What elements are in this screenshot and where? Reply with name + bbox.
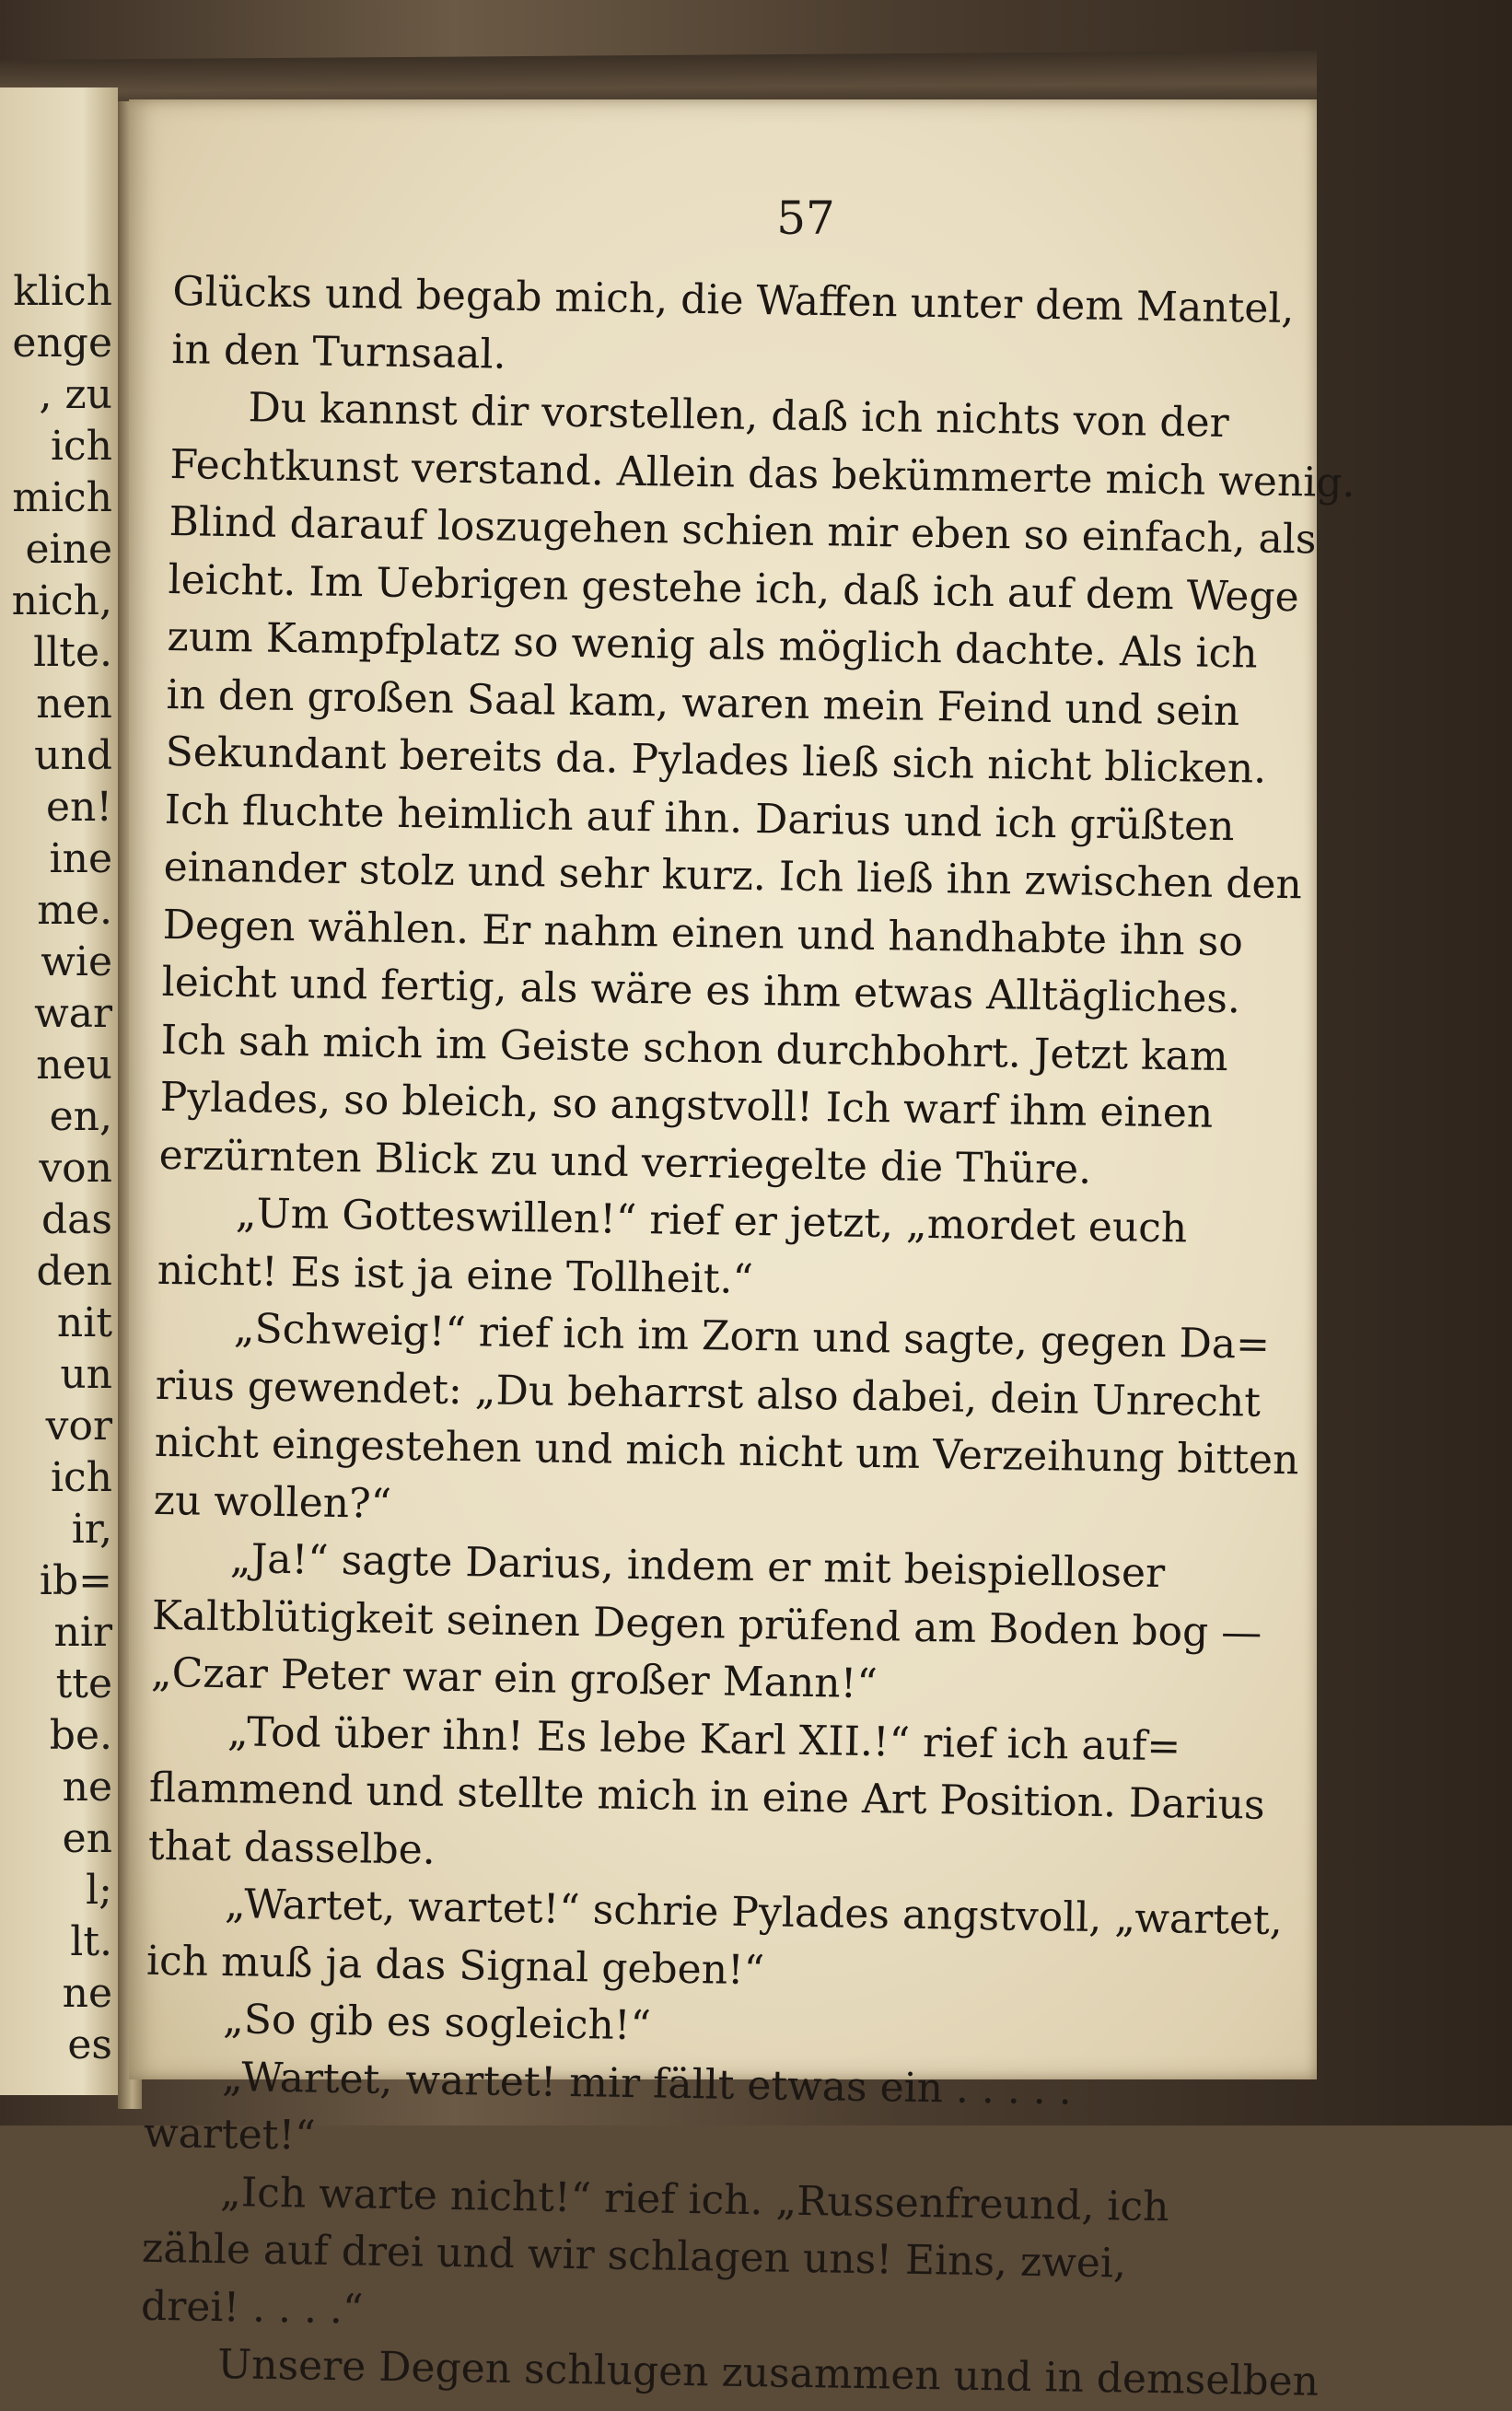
text-line: Kaltblütigkeit seinen Degen prüfend am Boden bog — — [151, 1591, 1262, 1657]
text-line: „Wartet, wartet!“ schrie Pylades angstvoll, „wartet, — [224, 1881, 1284, 1945]
left-page-fragment: war — [34, 990, 112, 1037]
text-line: in den großen Saal kam, waren mein Feind und sein — [166, 670, 1240, 735]
left-page-fragment: klich — [13, 268, 112, 315]
left-page-fragment: vor — [45, 1403, 112, 1450]
text-line: Fechtkunst verstand. Allein das bekümmerte mich wenig. — [169, 440, 1355, 507]
text-line: „Schweig!“ rief ich im Zorn und sagte, gegen Da= — [233, 1305, 1271, 1369]
text-line: wartet!“ — [143, 2109, 316, 2160]
text-line: „Ja!“ sagte Darius, indem er mit beispielloser — [229, 1535, 1166, 1598]
text-line: zum Kampfplatz so wenig als möglich dachte. Als ich — [167, 612, 1258, 678]
text-line: nicht! Es ist ja eine Tollheit.“ — [157, 1246, 754, 1303]
text-line: Ich fluchte heimlich auf ihn. Darius und ich grüßten — [164, 786, 1235, 850]
text-line: leicht. Im Uebrigen gestehe ich, daß ich auf dem Wege — [168, 555, 1300, 621]
text-line: Du kannst dir vorstellen, daß ich nichts von der — [248, 384, 1230, 448]
left-page-fragment: en, — [49, 1093, 112, 1140]
left-page-fragment: enge — [12, 320, 112, 367]
text-line: „Wartet, wartet! mir fällt etwas ein . . . . . — [221, 2053, 1073, 2114]
left-page-fragment: lt. — [70, 1918, 112, 1965]
left-page-fragment: mich — [12, 474, 112, 521]
left-page-fragment: ne — [62, 1764, 112, 1811]
text-line: nicht eingestehen und mich nicht um Verzeihung bitten — [154, 1418, 1299, 1485]
text-line: zu wollen?“ — [153, 1476, 392, 1528]
text-line: ich muß ja das Signal geben!“ — [145, 1937, 765, 1994]
left-page-fragment: en! — [45, 784, 112, 831]
left-page-fragment: en — [62, 1815, 112, 1862]
left-page-fragment: tte — [55, 1660, 112, 1707]
left-page-fragment: das — [41, 1196, 112, 1243]
text-line: „Czar Peter war ein großer Mann!“ — [150, 1648, 878, 1708]
text-line: „So gib es sogleich!“ — [222, 1996, 652, 2050]
left-page-fragment: neu — [36, 1042, 112, 1089]
left-page-fragment: und — [34, 732, 112, 779]
text-line: „Ich warte nicht!“ rief ich. „Russenfreund, ich — [219, 2168, 1169, 2230]
text-line: flammend und stellte mich in eine Art Position. Darius — [148, 1764, 1265, 1829]
left-page-fragment: eine — [25, 526, 112, 573]
left-page-fragment: wie — [41, 938, 112, 985]
text-line: drei! . . . .“ — [140, 2282, 364, 2334]
left-page-fragment: ib= — [39, 1557, 112, 1604]
left-page-fragment: von — [39, 1145, 112, 1192]
text-line: Blind darauf loszugehen schien mir eben so einfach, als — [169, 497, 1317, 564]
text-line: leicht und fertig, als wäre es ihm etwas Alltägliches. — [161, 958, 1241, 1023]
left-page-fragment: ir, — [71, 1506, 112, 1553]
left-page-fragment: me. — [37, 887, 112, 934]
text-line: erzürnten Blick zu und verriegelte die Thüre. — [158, 1131, 1092, 1194]
text-line: Sekundant bereits da. Pylades ließ sich nicht blicken. — [165, 728, 1267, 793]
left-page-fragment: , zu — [39, 371, 112, 418]
page-text — [140, 263, 1355, 2409]
text-line: „Tod über ihn! Es lebe Karl XII.!“ rief ich auf= — [227, 1707, 1181, 1770]
left-page-fragment: l; — [86, 1867, 112, 1914]
left-page-fragment: ne — [62, 1970, 112, 2017]
left-page-fragment: ich — [50, 1454, 112, 1501]
left-page-fragment: den — [36, 1248, 112, 1295]
text-line: „Um Gotteswillen!“ rief er jetzt, „mordet euch — [235, 1190, 1188, 1252]
text-line: Degen wählen. Er nahm einen und handhabte ihn so — [162, 901, 1244, 965]
text-line: Pylades, so bleich, so angstvoll! Ich warf ihm einen — [159, 1073, 1214, 1137]
left-page-fragment: nir — [53, 1609, 112, 1656]
text-line: Glücks und begab mich, die Waffen unter dem Mantel, — [172, 267, 1295, 333]
left-page-fragment: ich — [50, 423, 112, 470]
text-line: that dasselbe. — [147, 1822, 436, 1874]
left-page-fragment: nich, — [11, 577, 112, 624]
previous-page-edge — [0, 87, 118, 2095]
text-line: rius gewendet: „Du beharrst also dabei, dein Unrecht — [155, 1361, 1262, 1427]
text-line: zähle auf drei und wir schlagen uns! Eins, zwei, — [141, 2224, 1127, 2288]
left-page-fragment: nit — [56, 1299, 112, 1346]
book-page — [129, 99, 1355, 2405]
left-page-fragment: be. — [49, 1712, 112, 1759]
left-page-fragment: llte. — [33, 629, 112, 676]
page-number: 57 — [776, 192, 835, 245]
left-page-fragment: un — [60, 1351, 112, 1398]
left-page-fragment: ine — [49, 835, 112, 882]
text-line: einander stolz und sehr kurz. Ich ließ ihn zwischen den — [163, 843, 1303, 909]
left-page-fragment: nen — [36, 681, 112, 728]
text-line: Ich sah mich im Geiste schon durchbohrt. Jetzt kam — [160, 1016, 1229, 1080]
text-line: Unsere Degen schlugen zusammen und in demselben — [216, 2341, 1320, 2405]
text-line: in den Turnsaal. — [171, 325, 506, 379]
left-page-fragment: es — [67, 2021, 112, 2068]
